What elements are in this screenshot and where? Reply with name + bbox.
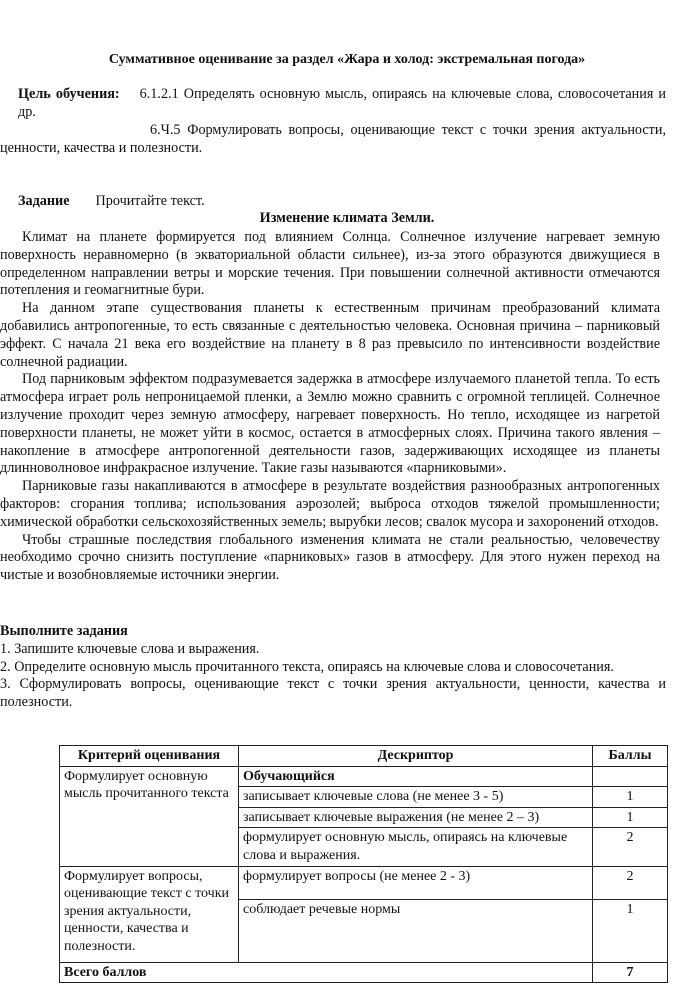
learning-goal-1 bbox=[18, 86, 666, 122]
paragraph: Под парниковым эффектом подразумевается задержка в атмосфере излучаемого планетой тепла. То есть атмосфера играет роль непроницаемой пленки, а Землю можно сравнить с огромной теплицей. Солнечное излучение проходит через земную атмосферу, нагревает поверхность. Но тепло, исходящее из нагретой поверхности планеты, не может уйти в космос, остается в атмосферных слоях. Причина такого явления – накопление в атмосфере антропогенной деятельности газов, задерживающих исходящее из планеты длинноволновое инфракрасное излучение. Такие газы называются «парниковыми». bbox=[0, 371, 660, 477]
paragraph: Чтобы страшные последствия глобального изменения климата не стали реальностью, человечеству необходимо срочно снизить поступление «парниковых» газов в атмосферу. Для этого нужен переход на чистые и возобновляемые источники энергии. bbox=[0, 531, 660, 584]
descriptor-cell: соблюдает речевые нормы bbox=[239, 899, 593, 962]
task-list-heading: Выполните задания bbox=[0, 623, 128, 639]
points-cell: 2 bbox=[593, 828, 668, 866]
paragraph: Климат на планете формируется под влиянием Солнца. Солнечное излучение нагревает земную поверхность неравномерно (в экваториальной области сильнее), из-за этого образуются движущиеся в определенном направлении ветры и морские течения. При повышении солнечной активности отмечаются потепления и геомагнитные бури. bbox=[0, 229, 660, 299]
descriptor-cell: формулирует основную мысль, опираясь на ключевые слова и выражения. bbox=[239, 828, 593, 866]
total-value: 7 bbox=[593, 962, 668, 983]
descriptor-cell: формулирует вопросы (не менее 2 - 3) bbox=[239, 866, 593, 899]
goal-item-1: 6.1.2.1 Определять основную мысль, опираясь на ключевые слова, словосочетания и др. bbox=[18, 86, 666, 120]
descriptor-cell: записывает ключевые выражения (не менее 2 – 3) bbox=[239, 807, 593, 828]
table-header-row bbox=[60, 746, 668, 767]
task-line bbox=[18, 193, 205, 211]
document-title: Суммативное оценивание за раздел «Жара и холод: экстремальная погода» bbox=[108, 52, 586, 67]
header-points: Баллы bbox=[593, 746, 668, 767]
task-list bbox=[0, 623, 666, 712]
table-row bbox=[60, 766, 668, 787]
paragraph: На данном этапе существования планеты к естественным причинам преобразований климата добавились антропогенные, то есть связанные с деятельностью человека. Основная причина – парниковый эффект. С начала 21 века его воздействие на планету в 8 раз превысило по интенсивности воздействие солнечной радиации. bbox=[0, 300, 660, 370]
table-row bbox=[60, 866, 668, 899]
grading-table bbox=[59, 745, 668, 983]
paragraph: Парниковые газы накапливаются в атмосфере в результате воздействия разнообразных антропогенных факторов: сгорания топлива; использования аэрозолей; выброса отходов тяжелой промышленности; химической обработки сельскохозяйственных земель; вырубки лесов; свалок мусора и захоронений отходов. bbox=[0, 478, 660, 530]
points-cell bbox=[593, 766, 668, 787]
descriptor-cell: записывает ключевые слова (не менее 3 - 5) bbox=[239, 787, 593, 808]
goal-item-2: 6.Ч.5 Формулировать вопросы, оценивающие текст с точки зрения актуальности, ценности, качества и полезности. bbox=[0, 122, 666, 156]
reading-text bbox=[0, 229, 660, 585]
task-item: 1. Запишите ключевые слова и выражения. bbox=[0, 640, 260, 657]
criterion-cell: Формулирует вопросы, оценивающие текст с точки зрения актуальности, ценности, качества и полезности. bbox=[60, 866, 239, 962]
points-cell: 2 bbox=[593, 866, 668, 899]
task-label: Задание bbox=[18, 193, 70, 209]
learning-goal-2 bbox=[0, 122, 666, 158]
points-cell: 1 bbox=[593, 807, 668, 828]
points-cell: 1 bbox=[593, 787, 668, 808]
criterion-cell: Формулирует основную мысль прочитанного текста bbox=[60, 766, 239, 866]
header-criterion: Критерий оценивания bbox=[60, 746, 239, 767]
total-label: Всего баллов bbox=[60, 962, 593, 983]
task-item: 3. Сформулировать вопросы, оценивающие текст с точки зрения актуальности, ценности, качества и полезности. bbox=[0, 676, 666, 711]
header-descriptor: Дескриптор bbox=[239, 746, 593, 767]
sub-header-cell: Обучающийся bbox=[239, 766, 593, 787]
goal-label: Цель обучения: bbox=[18, 86, 120, 102]
task-item: 2. Определите основную мысль прочитанного текста, опираясь на ключевые слова и словосочетания. bbox=[0, 658, 614, 675]
points-cell: 1 bbox=[593, 899, 668, 962]
table-total-row bbox=[60, 962, 668, 983]
text-title: Изменение климата Земли. bbox=[259, 210, 435, 226]
task-instruction: Прочитайте текст. bbox=[95, 193, 205, 209]
